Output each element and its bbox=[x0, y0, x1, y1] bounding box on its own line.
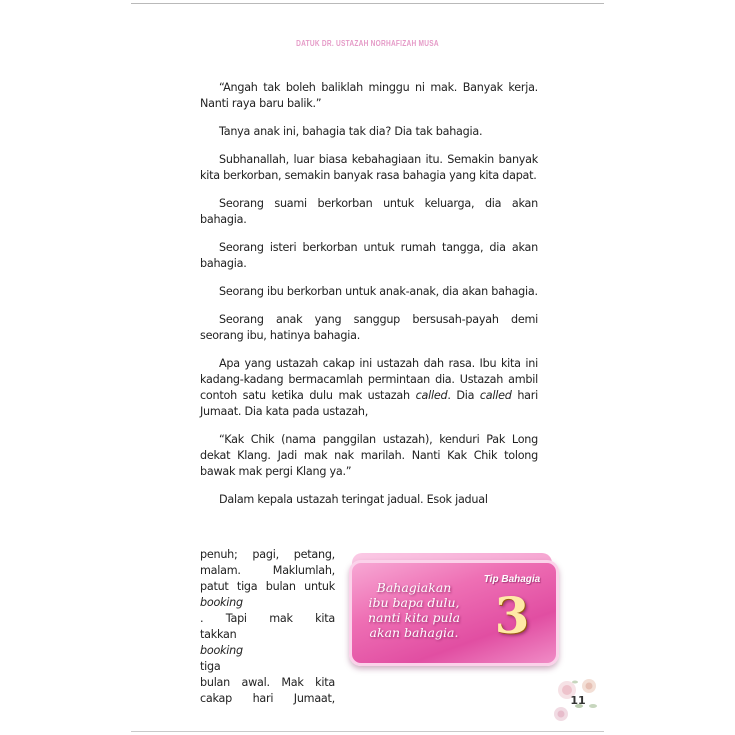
text-run: bulan awal. Mak kita bbox=[200, 676, 335, 689]
text-run: takkan bbox=[200, 628, 237, 641]
italic-term: called bbox=[479, 389, 512, 402]
text-run: patut tiga bulan untuk bbox=[200, 580, 335, 593]
tip-quote-line: akan bahagia. bbox=[369, 625, 459, 640]
text-run: tiga bbox=[200, 660, 221, 673]
text-line bbox=[200, 627, 335, 675]
text-line bbox=[200, 563, 335, 579]
paragraph bbox=[200, 432, 538, 480]
text-run: Subhanallah, luar biasa kebahagiaan itu. Semakin banyak kita berkorban, semakin banyak rasa bahagia yang kita dapat. bbox=[200, 153, 538, 182]
text-run: Dalam kepala ustazah teringat jadual. Esok jadual bbox=[219, 493, 488, 506]
paragraph bbox=[200, 152, 538, 184]
body-text bbox=[200, 80, 538, 520]
paragraph bbox=[200, 492, 538, 508]
text-run: . Dia bbox=[447, 389, 480, 402]
paragraph bbox=[200, 196, 538, 228]
running-head: DATUK DR. USTAZAH NORHAFIZAH MUSA bbox=[296, 39, 439, 48]
text-line bbox=[200, 595, 335, 627]
italic-term: called bbox=[415, 389, 448, 402]
page-number: 11 bbox=[570, 694, 586, 707]
text-run: Seorang ibu berkorban untuk anak-anak, dia akan bahagia. bbox=[219, 285, 538, 298]
tip-quote-line: ibu bapa dulu, bbox=[368, 595, 460, 610]
tip-quote bbox=[358, 580, 470, 640]
italic-term: booking bbox=[200, 644, 243, 657]
text-line bbox=[200, 691, 335, 707]
paragraph bbox=[200, 312, 538, 344]
wrapped-text-column bbox=[200, 547, 335, 707]
text-line bbox=[200, 579, 335, 595]
tip-quote-line: nanti kita pula bbox=[367, 610, 461, 625]
text-run: “Angah tak boleh baliklah minggu ni mak. Banyak kerja. Nanti raya baru balik.” bbox=[200, 81, 538, 110]
text-run: Seorang isteri berkorban untuk rumah tangga, dia akan bahagia. bbox=[200, 241, 538, 270]
top-border-rule bbox=[131, 3, 604, 4]
paragraph bbox=[200, 124, 538, 140]
paragraph bbox=[200, 240, 538, 272]
text-run: . Tapi mak kita bbox=[200, 612, 335, 625]
tip-number: 3 bbox=[494, 586, 530, 645]
text-run: hari Jumaat. Dia kata pada ustazah, bbox=[200, 389, 538, 418]
text-run: Tanya anak ini, bahagia tak dia? Dia tak bahagia. bbox=[219, 125, 483, 138]
tip-label: Tip Bahagia bbox=[483, 574, 541, 585]
tip-quote-line: Bahagiakan bbox=[376, 580, 452, 595]
text-run: malam. Maklumlah, bbox=[200, 564, 335, 577]
italic-term: booking bbox=[200, 596, 243, 609]
paragraph bbox=[200, 356, 538, 420]
text-run: penuh; pagi, petang, bbox=[200, 548, 335, 561]
text-run: cakap hari Jumaat, bbox=[200, 692, 335, 705]
bottom-border-rule bbox=[131, 731, 604, 732]
text-run: Apa yang ustazah cakap ini ustazah dah rasa. Ibu kita ini kadang-kadang bermacamlah permintaan dia. Ustazah ambil contoh satu ketika dulu mak ustazah bbox=[200, 357, 538, 402]
paragraph bbox=[200, 284, 538, 300]
text-line bbox=[200, 675, 335, 691]
paragraph bbox=[200, 80, 538, 112]
text-run: Seorang suami berkorban untuk keluarga, dia akan bahagia. bbox=[200, 197, 538, 226]
text-line bbox=[200, 547, 335, 563]
text-run: Seorang anak yang sanggup bersusah-payah demi seorang ibu, hatinya bahagia. bbox=[200, 313, 538, 342]
text-run: “Kak Chik (nama panggilan ustazah), kenduri Pak Long dekat Klang. Jadi mak nak marilah. Nanti Kak Chik tolong bawak mak pergi Klang ya.” bbox=[200, 433, 538, 478]
